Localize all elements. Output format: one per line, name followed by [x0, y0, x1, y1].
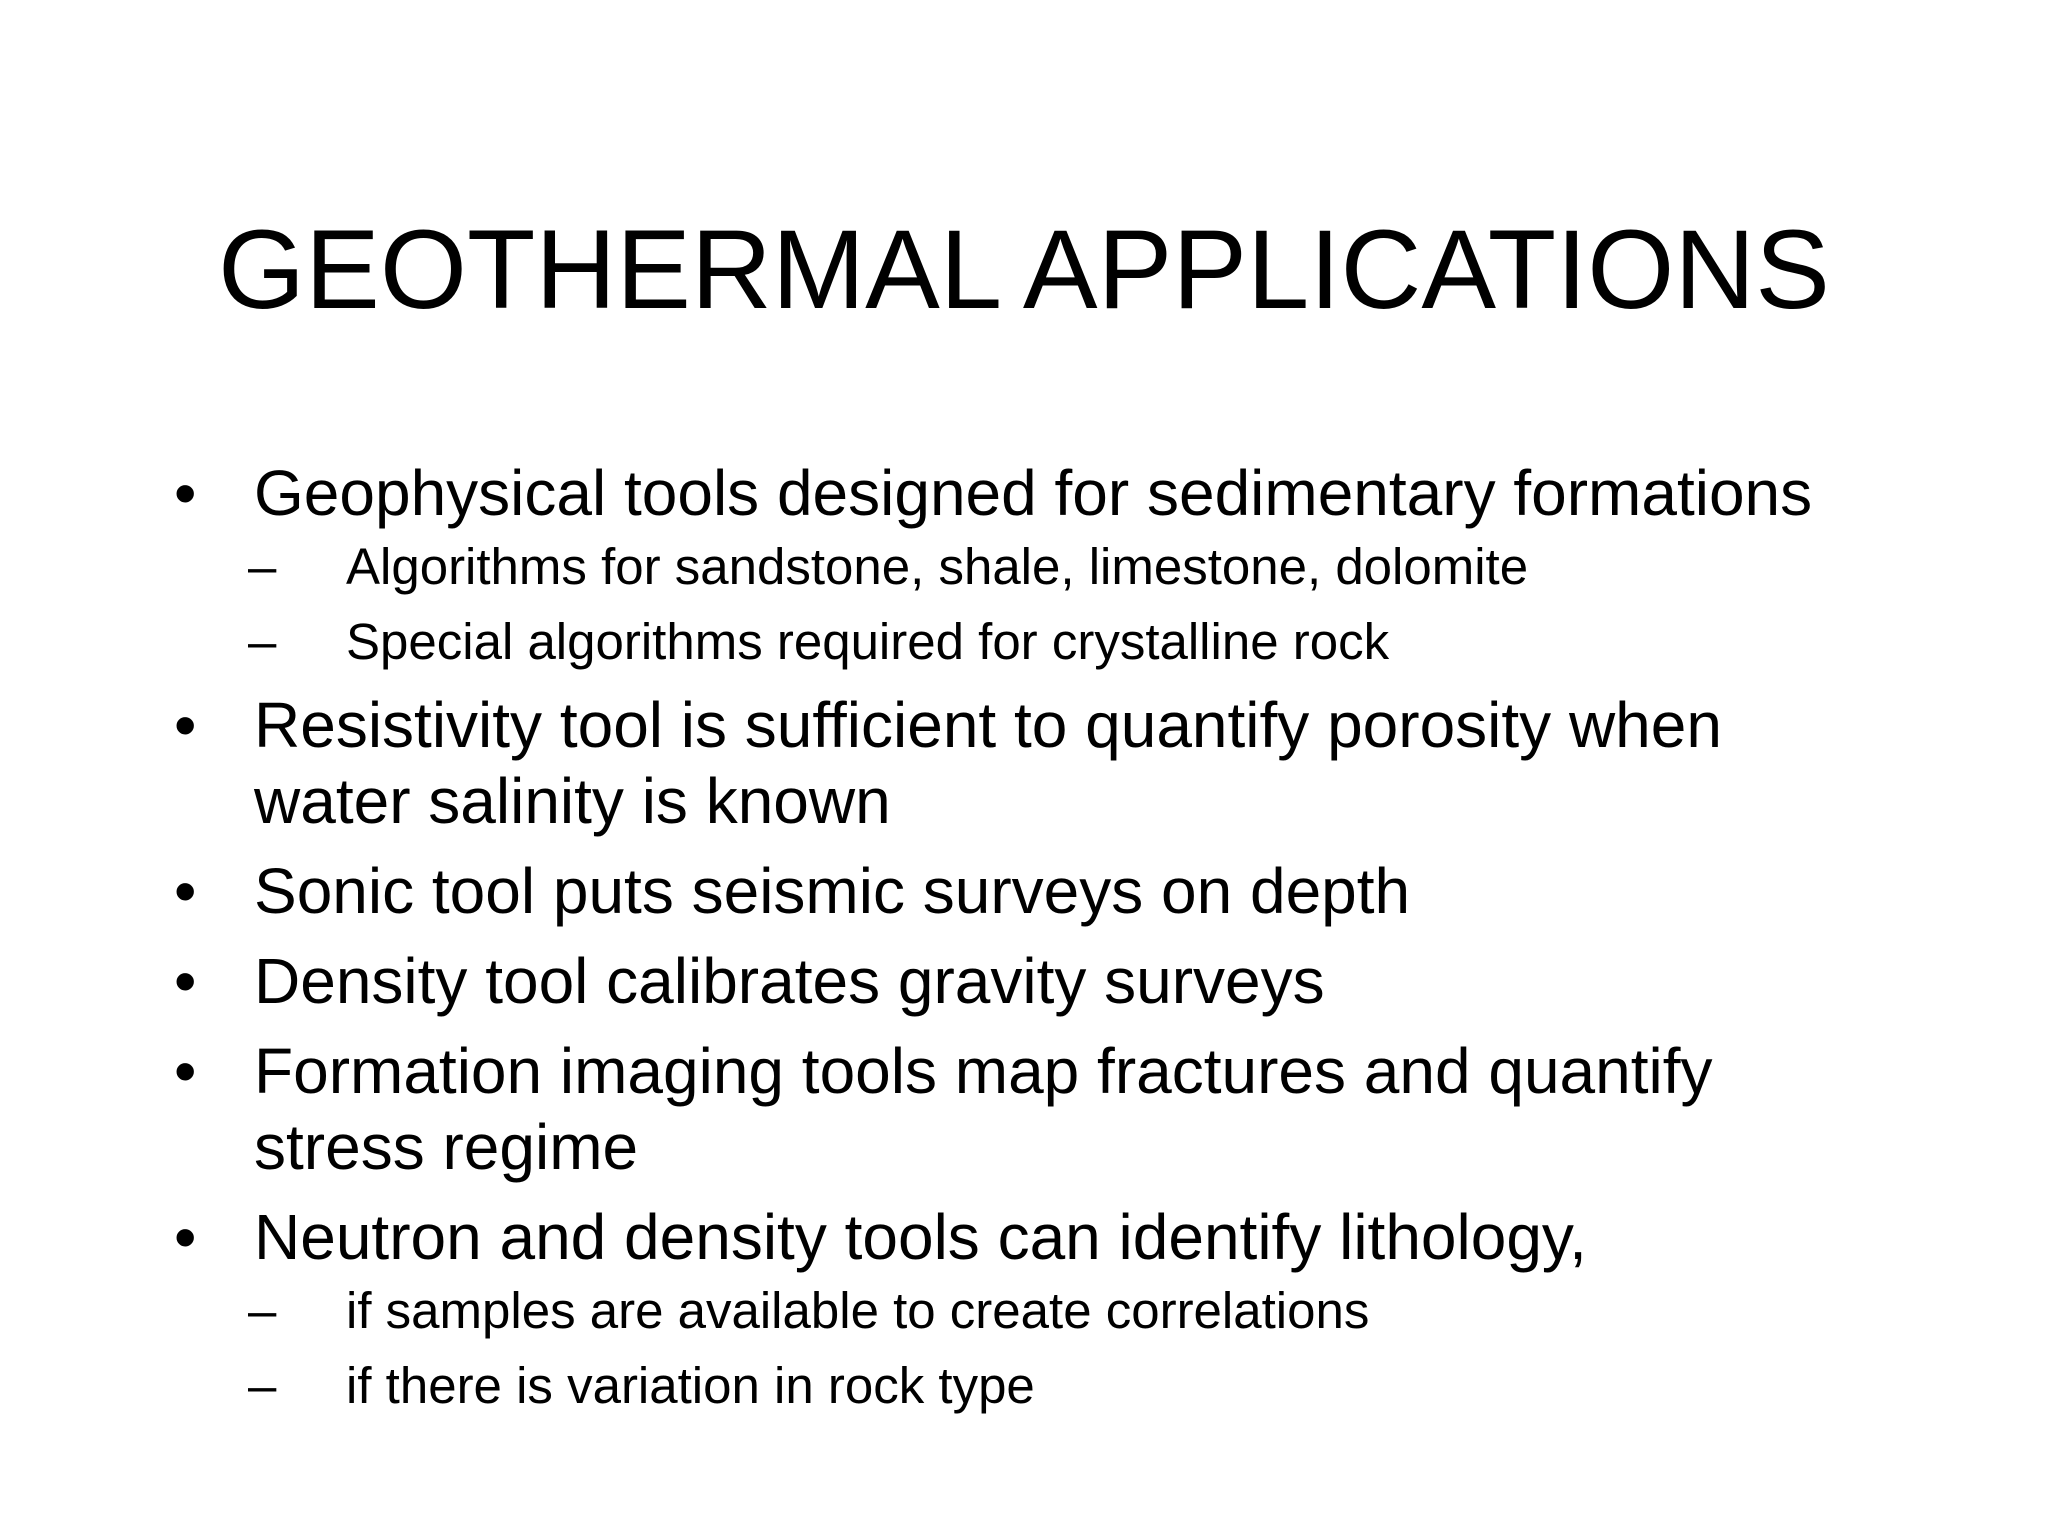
sub-bullet-item [248, 612, 1890, 672]
sub-bullet-text: Algorithms for sandstone, shale, limestone, dolomite [346, 538, 1529, 595]
bullet-item [170, 687, 1890, 839]
bullet-text: Formation imaging tools map fractures and quantify stress regime [254, 1035, 1713, 1183]
sub-bullet-item [248, 537, 1890, 597]
sub-bullet-list [248, 1281, 1890, 1416]
bullet-marker: • [174, 855, 197, 927]
bullet-marker: • [174, 1035, 197, 1107]
sub-bullet-list [248, 537, 1890, 672]
bullet-item [170, 943, 1890, 1019]
bullet-marker: • [174, 1201, 197, 1273]
sub-bullet-marker: – [248, 1282, 277, 1339]
bullet-marker: • [174, 457, 197, 529]
bullet-item [170, 455, 1890, 672]
sub-bullet-marker: – [248, 613, 277, 670]
bullet-marker: • [174, 689, 197, 761]
bullet-text: Density tool calibrates gravity surveys [254, 945, 1325, 1017]
bullet-text: Sonic tool puts seismic surveys on depth [254, 855, 1411, 927]
sub-bullet-marker: – [248, 1357, 277, 1414]
bullet-text: Geophysical tools designed for sedimentary formations [254, 457, 1813, 529]
sub-bullet-item [248, 1281, 1890, 1341]
slide-title: GEOTHERMAL APPLICATIONS [218, 207, 1830, 332]
bullet-text: Resistivity tool is sufficient to quantify porosity when water salinity is known [254, 689, 1722, 837]
bullet-item [170, 1199, 1890, 1416]
sub-bullet-text: if there is variation in rock type [346, 1357, 1035, 1414]
sub-bullet-text: Special algorithms required for crystalline rock [346, 613, 1390, 670]
bullet-list [170, 455, 1890, 1431]
sub-bullet-marker: – [248, 538, 277, 595]
sub-bullet-text: if samples are available to create correlations [346, 1282, 1370, 1339]
bullet-text: Neutron and density tools can identify lithology, [254, 1201, 1587, 1273]
sub-bullet-item [248, 1356, 1890, 1416]
bullet-item [170, 853, 1890, 929]
bullet-marker: • [174, 945, 197, 1017]
bullet-item [170, 1033, 1890, 1185]
